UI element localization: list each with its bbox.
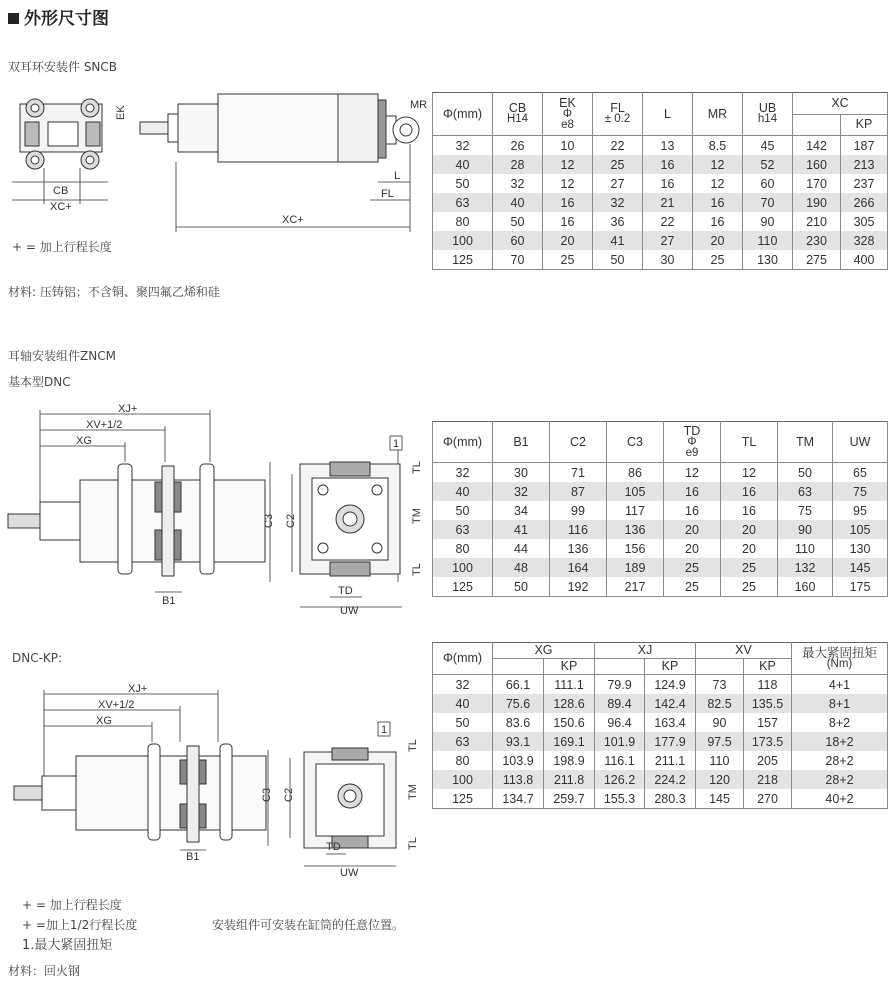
- table-row: [433, 155, 888, 174]
- table-cell: 16: [721, 482, 778, 501]
- sncb-plus-note: + = 加上行程长度: [12, 240, 112, 254]
- col-diameter: Φ(mm): [433, 93, 493, 136]
- table-row: [433, 212, 888, 231]
- table-cell: 170: [793, 174, 841, 193]
- table-cell: 16: [664, 501, 721, 520]
- b1-label: B1: [162, 595, 176, 607]
- table-cell: 93.1: [493, 732, 544, 751]
- xc-plus-label: XC+: [50, 201, 72, 213]
- table-cell: 126.2: [595, 770, 645, 789]
- table-cell: 12: [543, 174, 593, 193]
- table-cell: 45: [743, 136, 793, 156]
- table-cell: 25: [693, 250, 743, 270]
- table-cell: 52: [743, 155, 793, 174]
- table-cell: 40+2: [792, 789, 888, 809]
- table-cell: 217: [607, 577, 664, 597]
- kp-tl-label: TL: [407, 739, 419, 752]
- table-cell: 118: [744, 675, 792, 695]
- table-cell: 136: [607, 520, 664, 539]
- table-cell: 213: [841, 155, 888, 174]
- table-cell: 50: [433, 174, 493, 193]
- kp-c2-label: C2: [283, 787, 295, 802]
- table-cell: 136: [550, 539, 607, 558]
- kp-b1-label: B1: [186, 851, 200, 863]
- table-cell: 110: [696, 751, 744, 770]
- table-cell: 12: [721, 463, 778, 483]
- fl-label: FL: [381, 188, 394, 200]
- table-cell: 40: [433, 694, 493, 713]
- table-row: [433, 231, 888, 250]
- table-cell: 50: [433, 501, 493, 520]
- table-cell: 27: [593, 174, 643, 193]
- l-label: L: [394, 170, 401, 182]
- table-cell: 259.7: [544, 789, 595, 809]
- dnckp-material: 材料：回火钢: [8, 964, 81, 978]
- table-cell: 73: [696, 675, 744, 695]
- table-cell: 142: [793, 136, 841, 156]
- col-cb: CB H14: [493, 93, 543, 136]
- table-cell: 155.3: [595, 789, 645, 809]
- table-cell: 103.9: [493, 751, 544, 770]
- table-cell: 12: [693, 155, 743, 174]
- col-mr: MR: [693, 93, 743, 136]
- col-xg: XG: [493, 643, 595, 659]
- table-cell: 32: [493, 174, 543, 193]
- col-xg-base: [493, 659, 544, 675]
- table-cell: 40: [433, 482, 493, 501]
- table-cell: 90: [743, 212, 793, 231]
- col-xj: XJ: [595, 643, 696, 659]
- table-cell: 70: [743, 193, 793, 212]
- table-cell: 173.5: [744, 732, 792, 751]
- ref-note-1: 1: [393, 438, 400, 450]
- table-cell: 20: [721, 539, 778, 558]
- table-cell: 16: [664, 482, 721, 501]
- table-cell: 75: [778, 501, 833, 520]
- table-row: [433, 539, 888, 558]
- sncb-title: 双耳环安装件 SNCB: [8, 60, 118, 74]
- table-cell: 63: [433, 520, 493, 539]
- table-cell: 22: [643, 212, 693, 231]
- kp-xg-label: XG: [96, 715, 112, 727]
- table-cell: 400: [841, 250, 888, 270]
- table-row: [433, 193, 888, 212]
- table-cell: 125: [433, 250, 493, 270]
- table-cell: 145: [696, 789, 744, 809]
- dnckp-title: DNC-KP:: [12, 651, 63, 665]
- table-cell: 20: [543, 231, 593, 250]
- table-cell: 198.9: [544, 751, 595, 770]
- table-cell: 50: [593, 250, 643, 270]
- table-cell: 21: [643, 193, 693, 212]
- table-row: [433, 558, 888, 577]
- table-cell: 164: [550, 558, 607, 577]
- table-cell: 211.8: [544, 770, 595, 789]
- table-row: [433, 694, 888, 713]
- table-cell: 210: [793, 212, 841, 231]
- table-cell: 100: [433, 770, 493, 789]
- table-cell: 160: [778, 577, 833, 597]
- table-row: [433, 250, 888, 270]
- xc-plus-long-label: XC+: [282, 214, 304, 226]
- table-cell: 97.5: [696, 732, 744, 751]
- table-cell: 120: [696, 770, 744, 789]
- table-cell: 28+2: [792, 770, 888, 789]
- table-cell: 32: [593, 193, 643, 212]
- zncm-drawing: [0, 402, 430, 617]
- col-xv: XV: [696, 643, 792, 659]
- table-row: [433, 482, 888, 501]
- table-cell: 44: [493, 539, 550, 558]
- table-cell: 25: [664, 558, 721, 577]
- table-cell: 4+1: [792, 675, 888, 695]
- table-cell: 32: [433, 463, 493, 483]
- xj-label: XJ+: [118, 403, 138, 415]
- col-xc-kp: KP: [841, 114, 888, 136]
- table-cell: 63: [433, 732, 493, 751]
- table-cell: 305: [841, 212, 888, 231]
- table-cell: 16: [643, 155, 693, 174]
- table-cell: 124.9: [645, 675, 696, 695]
- table-cell: 150.6: [544, 713, 595, 732]
- table-cell: 8+2: [792, 713, 888, 732]
- col-ek: EK Φ e8: [543, 93, 593, 136]
- table-cell: 117: [607, 501, 664, 520]
- table-cell: 18+2: [792, 732, 888, 751]
- col-td: TD Φ e9: [664, 422, 721, 463]
- table-cell: 205: [744, 751, 792, 770]
- table-row: [433, 789, 888, 809]
- table-cell: 145: [833, 558, 888, 577]
- table-cell: 22: [593, 136, 643, 156]
- col-c3: C3: [607, 422, 664, 463]
- table-cell: 125: [433, 789, 493, 809]
- table-cell: 211.1: [645, 751, 696, 770]
- table-row: [433, 675, 888, 695]
- table-cell: 41: [593, 231, 643, 250]
- table-cell: 25: [721, 558, 778, 577]
- table-cell: 135.5: [744, 694, 792, 713]
- table-cell: 65: [833, 463, 888, 483]
- table-row: [433, 713, 888, 732]
- table-cell: 110: [778, 539, 833, 558]
- table-cell: 50: [493, 577, 550, 597]
- table-row: [433, 732, 888, 751]
- sncb-tbody: [433, 136, 888, 270]
- col-diameter: Φ(mm): [433, 422, 493, 463]
- table-cell: 16: [643, 174, 693, 193]
- table-cell: 82.5: [696, 694, 744, 713]
- table-cell: 12: [693, 174, 743, 193]
- square-bullet-icon: [8, 13, 19, 24]
- table-cell: 40: [433, 155, 493, 174]
- zncm-subtitle: 基本型DNC: [8, 375, 71, 389]
- col-fl: FL ± 0.2: [593, 93, 643, 136]
- zncm-table: [432, 421, 888, 597]
- table-cell: 130: [833, 539, 888, 558]
- table-cell: 63: [778, 482, 833, 501]
- col-b1: B1: [493, 422, 550, 463]
- ek-label: EK: [115, 105, 127, 120]
- table-cell: 20: [664, 520, 721, 539]
- table-cell: 237: [841, 174, 888, 193]
- col-tm: TM: [778, 422, 833, 463]
- table-cell: 8.5: [693, 136, 743, 156]
- table-cell: 328: [841, 231, 888, 250]
- table-cell: 86: [607, 463, 664, 483]
- kp-tm-label: TM: [407, 784, 419, 800]
- kp-ref-note-1: 1: [381, 724, 388, 736]
- table-cell: 20: [721, 520, 778, 539]
- table-cell: 128.6: [544, 694, 595, 713]
- table-cell: 160: [793, 155, 841, 174]
- table-cell: 48: [493, 558, 550, 577]
- note-torque: 1.最大紧固扭矩: [22, 938, 113, 953]
- table-cell: 66.1: [493, 675, 544, 695]
- table-row: [433, 520, 888, 539]
- table-cell: 32: [433, 136, 493, 156]
- table-cell: 105: [607, 482, 664, 501]
- table-cell: 169.1: [544, 732, 595, 751]
- table-cell: 34: [493, 501, 550, 520]
- kp-td-label: TD: [326, 841, 341, 853]
- table-cell: 25: [543, 250, 593, 270]
- cb-label: CB: [53, 185, 69, 197]
- td-label: TD: [338, 585, 353, 597]
- table-cell: 20: [693, 231, 743, 250]
- tl-label: TL: [411, 461, 423, 474]
- table-cell: 99: [550, 501, 607, 520]
- note-plus-stroke: + = 加上行程长度: [22, 898, 122, 912]
- table-cell: 266: [841, 193, 888, 212]
- sncb-drawing: [0, 82, 430, 242]
- table-cell: 75: [833, 482, 888, 501]
- col-ub: UB h14: [743, 93, 793, 136]
- table-cell: 130: [743, 250, 793, 270]
- table-cell: 79.9: [595, 675, 645, 695]
- kp-xj-label: XJ+: [128, 683, 148, 695]
- uw-label: UW: [340, 605, 359, 617]
- mr-label: MR: [410, 99, 428, 111]
- table-cell: 163.4: [645, 713, 696, 732]
- table-cell: 113.8: [493, 770, 544, 789]
- tl-lower-label: TL: [411, 563, 423, 576]
- table-cell: 95: [833, 501, 888, 520]
- kp-xv-label: XV+1/2: [98, 699, 135, 711]
- table-cell: 105: [833, 520, 888, 539]
- table-cell: 28+2: [792, 751, 888, 770]
- table-cell: 50: [433, 713, 493, 732]
- table-cell: 30: [493, 463, 550, 483]
- table-row: [433, 136, 888, 156]
- table-cell: 100: [433, 231, 493, 250]
- col-uw: UW: [833, 422, 888, 463]
- col-tl: TL: [721, 422, 778, 463]
- table-cell: 28: [493, 155, 543, 174]
- table-cell: 36: [593, 212, 643, 231]
- table-cell: 270: [744, 789, 792, 809]
- table-cell: 70: [493, 250, 543, 270]
- table-cell: 60: [743, 174, 793, 193]
- table-cell: 60: [493, 231, 543, 250]
- note-plus-half: + =加上1/2行程长度: [22, 918, 138, 932]
- zncm-tbody: [433, 463, 888, 597]
- table-cell: 25: [593, 155, 643, 174]
- table-cell: 16: [693, 193, 743, 212]
- table-cell: 41: [493, 520, 550, 539]
- col-xj-base: [595, 659, 645, 675]
- table-cell: 26: [493, 136, 543, 156]
- table-cell: 142.4: [645, 694, 696, 713]
- table-cell: 25: [664, 577, 721, 597]
- tm-label: TM: [411, 508, 423, 524]
- col-torque: 最大紧固扭矩 (Nm): [792, 643, 888, 675]
- kp-c3-label: C3: [261, 787, 273, 802]
- table-cell: 90: [696, 713, 744, 732]
- kp-tl-lower-label: TL: [407, 837, 419, 850]
- table-cell: 275: [793, 250, 841, 270]
- table-cell: 116: [550, 520, 607, 539]
- table-cell: 224.2: [645, 770, 696, 789]
- table-cell: 187: [841, 136, 888, 156]
- col-xj-kp: KP: [645, 659, 696, 675]
- table-cell: 192: [550, 577, 607, 597]
- table-cell: 63: [433, 193, 493, 212]
- table-cell: 16: [721, 501, 778, 520]
- table-cell: 83.6: [493, 713, 544, 732]
- col-xg-kp: KP: [544, 659, 595, 675]
- dnckp-table: [432, 642, 888, 809]
- table-cell: 175: [833, 577, 888, 597]
- sncb-material: 材料: 压铸铝；不含铜、聚四氟乙烯和硅: [8, 285, 220, 299]
- table-cell: 25: [721, 577, 778, 597]
- col-xv-kp: KP: [744, 659, 792, 675]
- kp-uw-label: UW: [340, 867, 359, 879]
- table-cell: 80: [433, 539, 493, 558]
- table-cell: 16: [543, 212, 593, 231]
- table-cell: 10: [543, 136, 593, 156]
- table-row: [433, 501, 888, 520]
- table-cell: 100: [433, 558, 493, 577]
- table-cell: 30: [643, 250, 693, 270]
- table-cell: 20: [664, 539, 721, 558]
- table-cell: 71: [550, 463, 607, 483]
- section-title: 外形尺寸图: [24, 9, 109, 29]
- col-c2: C2: [550, 422, 607, 463]
- table-cell: 80: [433, 751, 493, 770]
- table-cell: 87: [550, 482, 607, 501]
- table-cell: 32: [493, 482, 550, 501]
- table-row: [433, 770, 888, 789]
- table-cell: 80: [433, 212, 493, 231]
- zncm-title: 耳轴安装组件ZNCM: [8, 349, 116, 363]
- table-cell: 157: [744, 713, 792, 732]
- table-cell: 190: [793, 193, 841, 212]
- table-cell: 132: [778, 558, 833, 577]
- table-cell: 280.3: [645, 789, 696, 809]
- xv-label: XV+1/2: [86, 419, 123, 431]
- table-cell: 12: [543, 155, 593, 174]
- table-cell: 189: [607, 558, 664, 577]
- table-cell: 16: [543, 193, 593, 212]
- table-cell: 156: [607, 539, 664, 558]
- note-mount: 安装组件可安装在缸筒的任意位置。: [212, 918, 405, 932]
- table-cell: 75.6: [493, 694, 544, 713]
- table-cell: 13: [643, 136, 693, 156]
- table-cell: 40: [493, 193, 543, 212]
- table-cell: 50: [493, 212, 543, 231]
- table-cell: 101.9: [595, 732, 645, 751]
- col-xv-base: [696, 659, 744, 675]
- table-row: [433, 463, 888, 483]
- table-cell: 8+1: [792, 694, 888, 713]
- col-diameter: Φ(mm): [433, 643, 493, 675]
- dnckp-drawing: [0, 682, 430, 882]
- table-cell: 125: [433, 577, 493, 597]
- dnckp-tbody: [433, 675, 888, 809]
- table-cell: 12: [664, 463, 721, 483]
- table-cell: 27: [643, 231, 693, 250]
- col-xc-base: [793, 114, 841, 136]
- table-cell: 230: [793, 231, 841, 250]
- col-l: L: [643, 93, 693, 136]
- xg-label: XG: [76, 435, 92, 447]
- section-heading: [8, 4, 109, 29]
- table-row: [433, 577, 888, 597]
- c3-label: C3: [263, 513, 275, 528]
- table-row: [433, 751, 888, 770]
- table-cell: 110: [743, 231, 793, 250]
- table-cell: 96.4: [595, 713, 645, 732]
- table-cell: 89.4: [595, 694, 645, 713]
- table-cell: 177.9: [645, 732, 696, 751]
- table-cell: 90: [778, 520, 833, 539]
- table-cell: 32: [433, 675, 493, 695]
- col-xc: XC: [793, 93, 888, 115]
- table-cell: 116.1: [595, 751, 645, 770]
- c2-label: C2: [285, 513, 297, 528]
- sncb-table: [432, 92, 888, 270]
- table-cell: 218: [744, 770, 792, 789]
- table-cell: 111.1: [544, 675, 595, 695]
- table-cell: 16: [693, 212, 743, 231]
- table-row: [433, 174, 888, 193]
- table-cell: 50: [778, 463, 833, 483]
- table-cell: 134.7: [493, 789, 544, 809]
